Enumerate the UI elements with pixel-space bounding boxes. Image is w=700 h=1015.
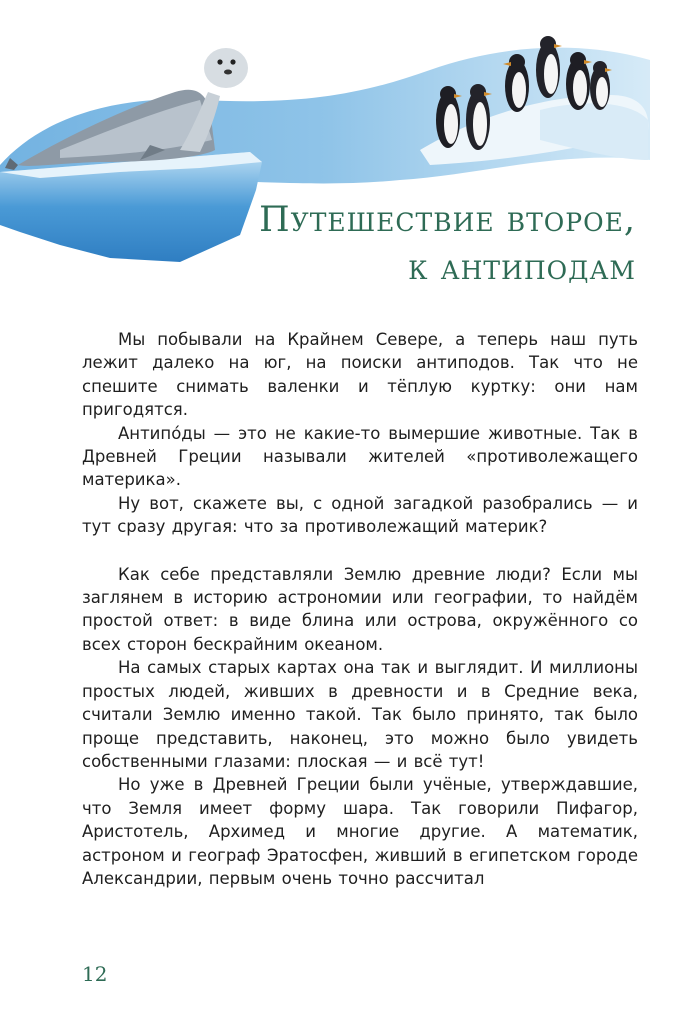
paragraph: Но уже в Древней Греции были учёные, утверждавшие, что Земля имеет форму шара. Так говорили Пифагор, Аристотель, Архимед и многие другие. А математик, астроном и географ Эратосфен, живший в египетском городе Александрии, первым очень точно рассчитал — [82, 775, 638, 888]
paragraph: Мы побывали на Крайнем Севере, а теперь наш путь лежит далеко на юг, на поиски антиподов. Так что не спешите снимать валенки и тёплую куртку: они нам пригодятся. — [82, 330, 638, 420]
chapter-title — [259, 196, 636, 292]
paragraph: Как себе представляли Землю древние люди? Если мы заглянем в историю астрономии или географии, то найдём простой ответ: в виде блина или острова, окружённого со всех сторон бескрайним океаном. — [82, 564, 638, 654]
body-text — [82, 328, 638, 890]
paragraph: На самых старых картах она так и выглядит. И миллионы простых людей, живших в древности и в Средние века, считали Землю именно такой. Так было принято, так было проще представить, наконец, это можно было увидеть собственными глазами: плоская — и всё тут! — [82, 658, 638, 771]
chapter-title-line-1: Путешествие второе, — [259, 200, 636, 240]
chapter-title-line-2: к антиподам — [408, 248, 636, 288]
paragraph: Антипо́ды — это не какие-то вымершие животные. Так в Древней Греции называли жителей «противолежащего материка». — [82, 423, 638, 490]
paragraph: Ну вот, скажете вы, с одной загадкой разобрались — и тут сразу другая: что за противолежащий материк? — [82, 493, 638, 537]
page-number: 12 — [82, 962, 108, 986]
